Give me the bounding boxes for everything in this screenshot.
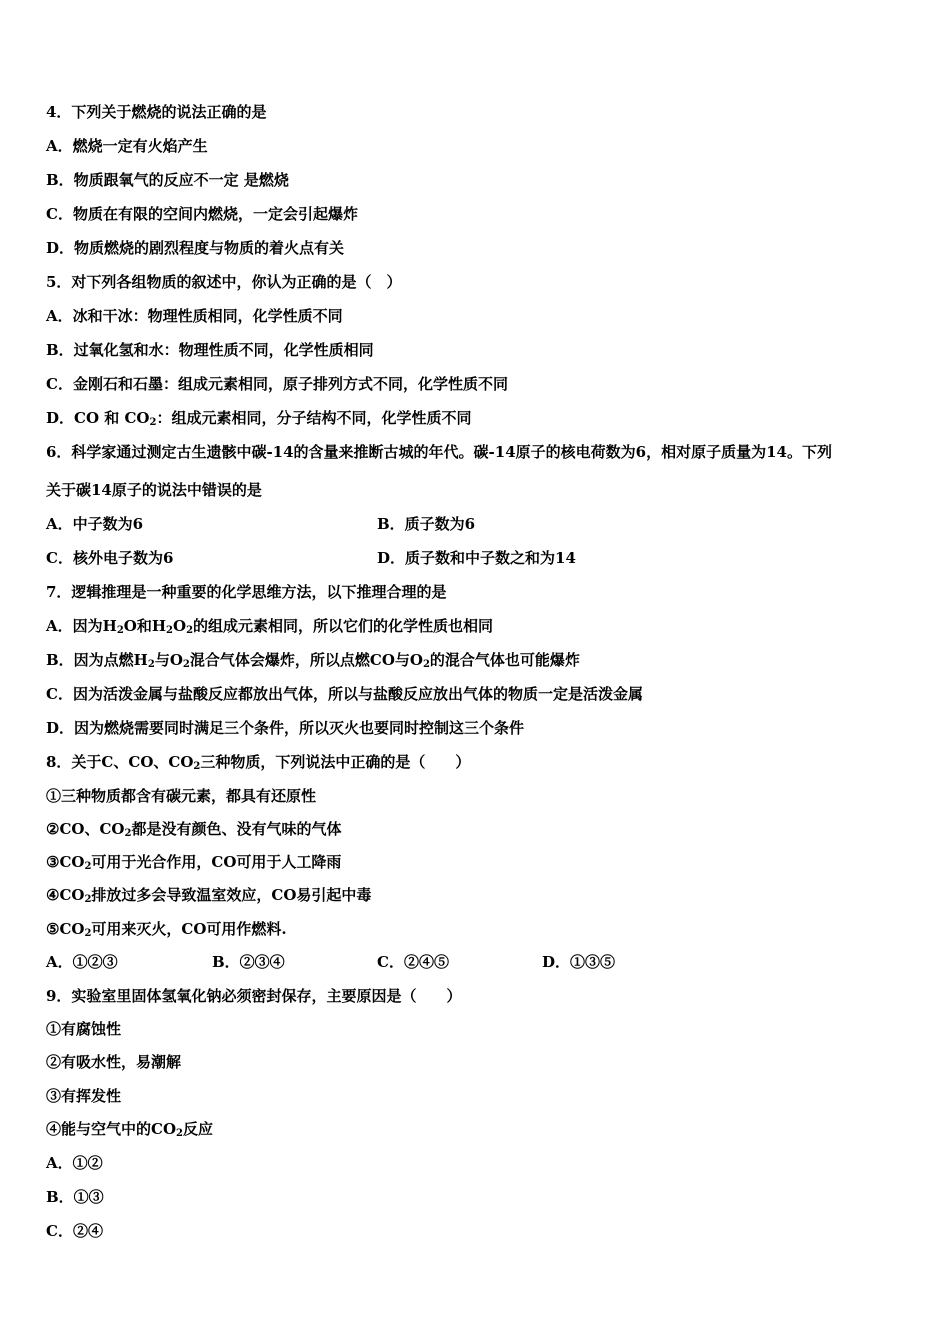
q8-statement-2: ②CO、$CO_2$都是没有颜色、没有气味的气体: [46, 820, 342, 839]
q5-option-b: B．过氧化氢和水：物理性质不同，化学性质相同: [46, 341, 374, 359]
q8-option-a: A．①②③: [46, 953, 118, 971]
q4-option-b: B．物质跟氧气的反应不一定 是燃烧: [46, 171, 289, 189]
q6-stem-line2: 关于碳14原子的说法中错误的是: [46, 481, 262, 499]
q5-stem: 5．对下列各组物质的叙述中，你认为正确的是（ ）: [46, 273, 402, 291]
q7-stem: 7．逻辑推理是一种重要的化学思维方法，以下推理合理的是: [46, 583, 447, 601]
q5-option-c: C．金刚石和石墨：组成元素相同，原子排列方式不同，化学性质不同: [46, 375, 508, 393]
q6-option-a: A．中子数为6: [46, 515, 144, 533]
q7-option-c: C．因为活泼金属与盐酸反应都放出气体，所以与盐酸反应放出气体的物质一定是活泼金属: [46, 685, 643, 703]
q8-statement-3: $③CO_2$可用于光合作用，CO可用于人工降雨: [46, 853, 342, 872]
q5-option-a: A．冰和干冰：物理性质相同，化学性质不同: [46, 307, 343, 325]
q9-statement-4: ④能与空气中的$CO_2$反应: [46, 1120, 213, 1139]
q8-option-c: C．②④⑤: [377, 953, 449, 971]
q9-option-b: B．①③: [46, 1188, 104, 1206]
q4-option-d: D．物质燃烧的剧烈程度与物质的着火点有关: [46, 239, 345, 257]
q7-option-b: B．因为点燃$H_2$与$O_2$混合气体会爆炸，所以点燃CO与$O_2$的混合气体也可能爆炸: [46, 651, 580, 670]
q7-option-d: D．因为燃烧需要同时满足三个条件，所以灭火也要同时控制这三个条件: [46, 719, 525, 737]
q9-option-a: A．①②: [46, 1154, 103, 1172]
q8-option-d: D．①③⑤: [542, 953, 616, 971]
q5-option-d: D．CO 和 $CO_2$：组成元素相同，分子结构不同，化学性质不同: [46, 409, 472, 428]
q8-option-b: B．②③④: [212, 953, 285, 971]
q9-stem: 9．实验室里固体氢氧化钠必须密封保存，主要原因是（ ）: [46, 987, 462, 1005]
q9-statement-1: ①有腐蚀性: [46, 1020, 122, 1038]
q6-stem-line1: 6．科学家通过测定古生遗骸中碳-14的含量来推断古城的年代。碳-14原子的核电荷数为6，相对原子质量为14。下列: [46, 443, 832, 461]
q4-stem: 4．下列关于燃烧的说法正确的是: [46, 103, 267, 121]
q8-statement-5: $⑤CO_2$可用来灭火，CO可用作燃料.: [46, 920, 287, 939]
q6-option-d: D．质子数和中子数之和为14: [377, 549, 576, 567]
q7-option-a: A．因为$H_2O$和$H_2O_2$的组成元素相同，所以它们的化学性质也相同: [46, 617, 494, 636]
q4-option-c: C．物质在有限的空间内燃烧，一定会引起爆炸: [46, 205, 358, 223]
q4-option-a: A．燃烧一定有火焰产生: [46, 137, 208, 155]
q8-statement-4: $④CO_2$排放过多会导致温室效应，CO易引起中毒: [46, 886, 372, 905]
q9-statement-2: ②有吸水性，易潮解: [46, 1053, 182, 1071]
q6-option-c: C．核外电子数为6: [46, 549, 174, 567]
q9-statement-3: ③有挥发性: [46, 1087, 122, 1105]
q8-stem: 8．关于C、CO、$CO_2$三种物质，下列说法中正确的是（ ）: [46, 753, 471, 772]
q6-option-b: B．质子数为6: [377, 515, 476, 533]
q9-option-c: C．②④: [46, 1222, 103, 1240]
q8-statement-1: ①三种物质都含有碳元素，都具有还原性: [46, 787, 317, 805]
